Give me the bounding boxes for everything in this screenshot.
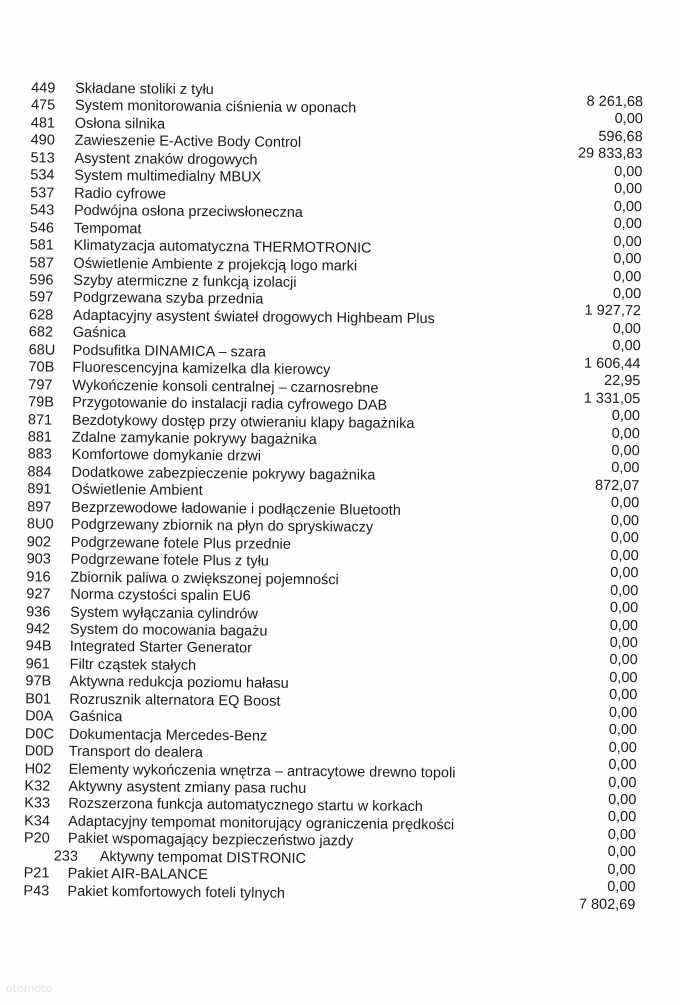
option-price: 0,00 — [610, 512, 640, 529]
option-description: Pakiet komfortowych foteli tylnych — [67, 883, 286, 902]
option-code: 682 — [28, 324, 54, 341]
option-code: 543 — [29, 202, 55, 219]
option-description: Elementy wykończenia wnętrza – antracytowe drewno topoli — [68, 761, 456, 781]
option-price: 0,00 — [608, 704, 638, 721]
watermark: otomoto — [6, 982, 53, 995]
option-code: 961 — [25, 656, 50, 673]
option-price: 1 606,44 — [584, 355, 641, 372]
option-description: Norma czystości spalin EU6 — [70, 586, 251, 605]
option-description: Podgrzewany zbiornik na płyn do spryskiwaczy — [70, 516, 374, 536]
option-price: 0,00 — [610, 582, 639, 599]
option-code: 587 — [29, 254, 54, 272]
option-description: Aktywna redukcja poziomu hałasu — [69, 673, 289, 693]
option-code: 537 — [30, 184, 55, 202]
option-code: 68U — [28, 342, 56, 359]
option-description: Składane stoliki z tyłu — [75, 80, 214, 99]
option-description: Podgrzewane fotele Plus z tyłu — [70, 551, 269, 570]
option-price: 0,00 — [613, 250, 642, 268]
option-description: Przygotowanie do instalacji radia cyfrowego DAB — [72, 394, 388, 414]
option-description: Pakiet wspomagający bezpieczeństwo jazdy — [67, 831, 354, 850]
option-code: 897 — [27, 499, 52, 516]
option-description: Gaśnica — [72, 325, 127, 342]
option-price: 872,07 — [594, 477, 640, 495]
option-code: 902 — [26, 533, 52, 551]
option-description: Podsufitka DINAMICA – szara — [72, 342, 267, 361]
option-description: Zdalne zamykanie pokrywy bagażnika — [71, 429, 317, 449]
option-code: 475 — [30, 97, 56, 114]
option-description: System monitorowania ciśnienia w oponach — [74, 98, 357, 117]
option-price: 0,00 — [611, 407, 641, 425]
option-description: Oświetlenie Ambiente z projekcją logo marki — [73, 255, 358, 274]
option-price: 0,00 — [614, 111, 643, 128]
option-code: H02 — [24, 760, 52, 778]
option-code: 546 — [29, 219, 55, 237]
option-description: Bezdotykowy dostęp przy otwieraniu klapy bagażnika — [71, 412, 415, 432]
option-code: D0C — [24, 725, 55, 743]
option-code: 883 — [27, 446, 52, 463]
option-code: B01 — [25, 691, 52, 708]
option-description: Rozszerzona funkcja automatycznego startu w korkach — [68, 796, 423, 816]
option-code: 597 — [29, 289, 54, 306]
option-code: 79B — [28, 394, 55, 411]
option-price: 0,00 — [608, 791, 637, 809]
option-price: 0,00 — [611, 425, 640, 442]
option-code: 891 — [27, 481, 52, 498]
option-price: 0,00 — [608, 774, 637, 791]
option-description: Wykończenie konsoli centralnej – czarnosrebne — [72, 377, 379, 397]
option-price: 0,00 — [609, 652, 638, 669]
option-price: 0,00 — [612, 320, 641, 338]
option-price: 0,00 — [609, 599, 639, 617]
option-price: 0,00 — [608, 739, 637, 756]
option-code: 596 — [29, 272, 54, 289]
option-code: 534 — [30, 167, 55, 184]
option-code: 942 — [25, 621, 51, 638]
option-price: 0,00 — [608, 756, 637, 774]
option-price: 0,00 — [609, 669, 638, 686]
option-price: 0,00 — [607, 826, 637, 844]
option-code: 916 — [26, 568, 51, 586]
option-code: 581 — [29, 237, 54, 254]
option-code: 628 — [28, 307, 54, 324]
option-price: 0,00 — [609, 634, 638, 652]
option-price: 0,00 — [607, 861, 636, 878]
option-code: 927 — [26, 586, 51, 603]
option-code: 936 — [26, 603, 51, 621]
option-code: P20 — [23, 830, 50, 847]
option-description: Pakiet AIR-BALANCE — [67, 865, 208, 884]
option-code: 70B — [28, 359, 55, 376]
option-description: Adaptacyjny tempomat monitorujący ograniczenia prędkości — [68, 813, 455, 834]
option-description: Transport do dealera — [68, 743, 203, 762]
option-code: K33 — [24, 795, 51, 812]
option-description: Zbiornik paliwa o zwiększonej pojemności — [70, 569, 339, 588]
option-price: 0,00 — [607, 809, 637, 826]
option-price: 1 331,05 — [583, 390, 641, 407]
option-description: Rozrusznik alternatora EQ Boost — [69, 691, 281, 710]
option-description: Aktywny tempomat DISTRONIC — [99, 848, 307, 867]
option-description: Tempomat — [73, 220, 142, 237]
option-price: 7 802,69 — [578, 896, 636, 913]
option-price: 0,00 — [610, 495, 640, 512]
option-code: P43 — [23, 882, 50, 900]
option-price: 0,00 — [612, 285, 642, 303]
option-code: K34 — [24, 813, 51, 830]
option-code: 97B — [25, 673, 52, 690]
option-code: 449 — [31, 80, 56, 97]
option-price: 0,00 — [608, 722, 638, 739]
option-price: 0,00 — [612, 338, 641, 355]
option-price: 0,00 — [610, 565, 639, 582]
option-description: Podwójna osłona przeciwsłoneczna — [73, 202, 303, 222]
option-price: 0,00 — [607, 879, 636, 896]
option-code: 490 — [30, 132, 55, 149]
option-description: System do mocowania bagażu — [69, 621, 268, 640]
option-description: Aktywny asystent zmiany pasa ruchu — [68, 778, 307, 797]
option-price: 0,00 — [609, 687, 638, 704]
option-price: 0,00 — [607, 844, 636, 861]
option-price: 22,95 — [603, 373, 641, 390]
option-description: Oświetlenie Ambient — [71, 482, 203, 500]
option-description: Integrated Starter Generator — [69, 639, 253, 657]
option-description: Podgrzewana szyba przednia — [73, 290, 264, 308]
option-price: 0,00 — [611, 442, 640, 460]
option-code: 881 — [27, 429, 53, 446]
option-code: D0D — [24, 743, 54, 760]
option-description: Dodatkowe zabezpieczenie pokrywy bagażnika — [71, 464, 376, 484]
option-price: 0,00 — [613, 268, 642, 285]
option-description: Podgrzewane fotele Plus przednie — [70, 534, 291, 553]
option-code: 871 — [27, 411, 53, 429]
option-code: 903 — [26, 551, 51, 568]
option-code: K32 — [24, 778, 51, 795]
option-description: Fluorescencyjna kamizelka dla kierowcy — [72, 359, 331, 379]
option-price: 1 927,72 — [584, 303, 642, 320]
option-description: Radio cyfrowe — [74, 185, 167, 203]
option-description: Adaptacyjny asystent świateł drogowych Highbeam Plus — [72, 307, 435, 328]
option-description: Osłona silnika — [74, 115, 166, 133]
option-description: Klimatyzacja automatyczna THERMOTRONIC — [73, 237, 372, 257]
option-price: 0,00 — [614, 163, 643, 180]
option-price: 0,00 — [613, 216, 642, 233]
option-code: P21 — [23, 865, 50, 882]
option-price: 596,68 — [598, 128, 643, 146]
option-code: 797 — [28, 376, 53, 394]
option-description: System multimedialny MBUX — [74, 167, 262, 186]
option-price: 0,00 — [611, 460, 640, 477]
option-code: 513 — [30, 150, 55, 167]
option-description: Filtr cząstek stałych — [69, 656, 197, 674]
option-code: 233 — [53, 848, 79, 865]
option-price: 8 261,68 — [586, 93, 644, 111]
option-description: Asystent znaków drogowych — [74, 150, 258, 169]
option-code: 884 — [27, 464, 52, 481]
option-price: 0,00 — [613, 198, 643, 215]
option-description: Komfortowe domykanie drzwi — [71, 447, 262, 465]
option-price: 0,00 — [613, 233, 642, 250]
option-price: 0,00 — [610, 547, 639, 564]
option-price: 0,00 — [610, 530, 639, 547]
option-code: D0A — [25, 708, 54, 725]
option-description: Zawieszenie E-Active Body Control — [74, 133, 302, 152]
option-price: 0,00 — [613, 181, 643, 198]
option-description: System wyłączania cylindrów — [70, 604, 258, 623]
option-description: Dokumentacja Mercedes-Benz — [68, 726, 268, 745]
option-price: 29 833,83 — [577, 145, 643, 163]
option-description: Bezprzewodowe ładowanie i podłączenie Bluetooth — [71, 499, 401, 519]
option-description: Szyby atermiczne z funkcją izolacji — [73, 272, 297, 291]
option-description: Gaśnica — [69, 708, 123, 726]
option-code: 481 — [30, 115, 56, 132]
option-price: 0,00 — [609, 617, 639, 634]
option-code: 94B — [25, 638, 52, 655]
option-code: 8U0 — [26, 516, 54, 533]
